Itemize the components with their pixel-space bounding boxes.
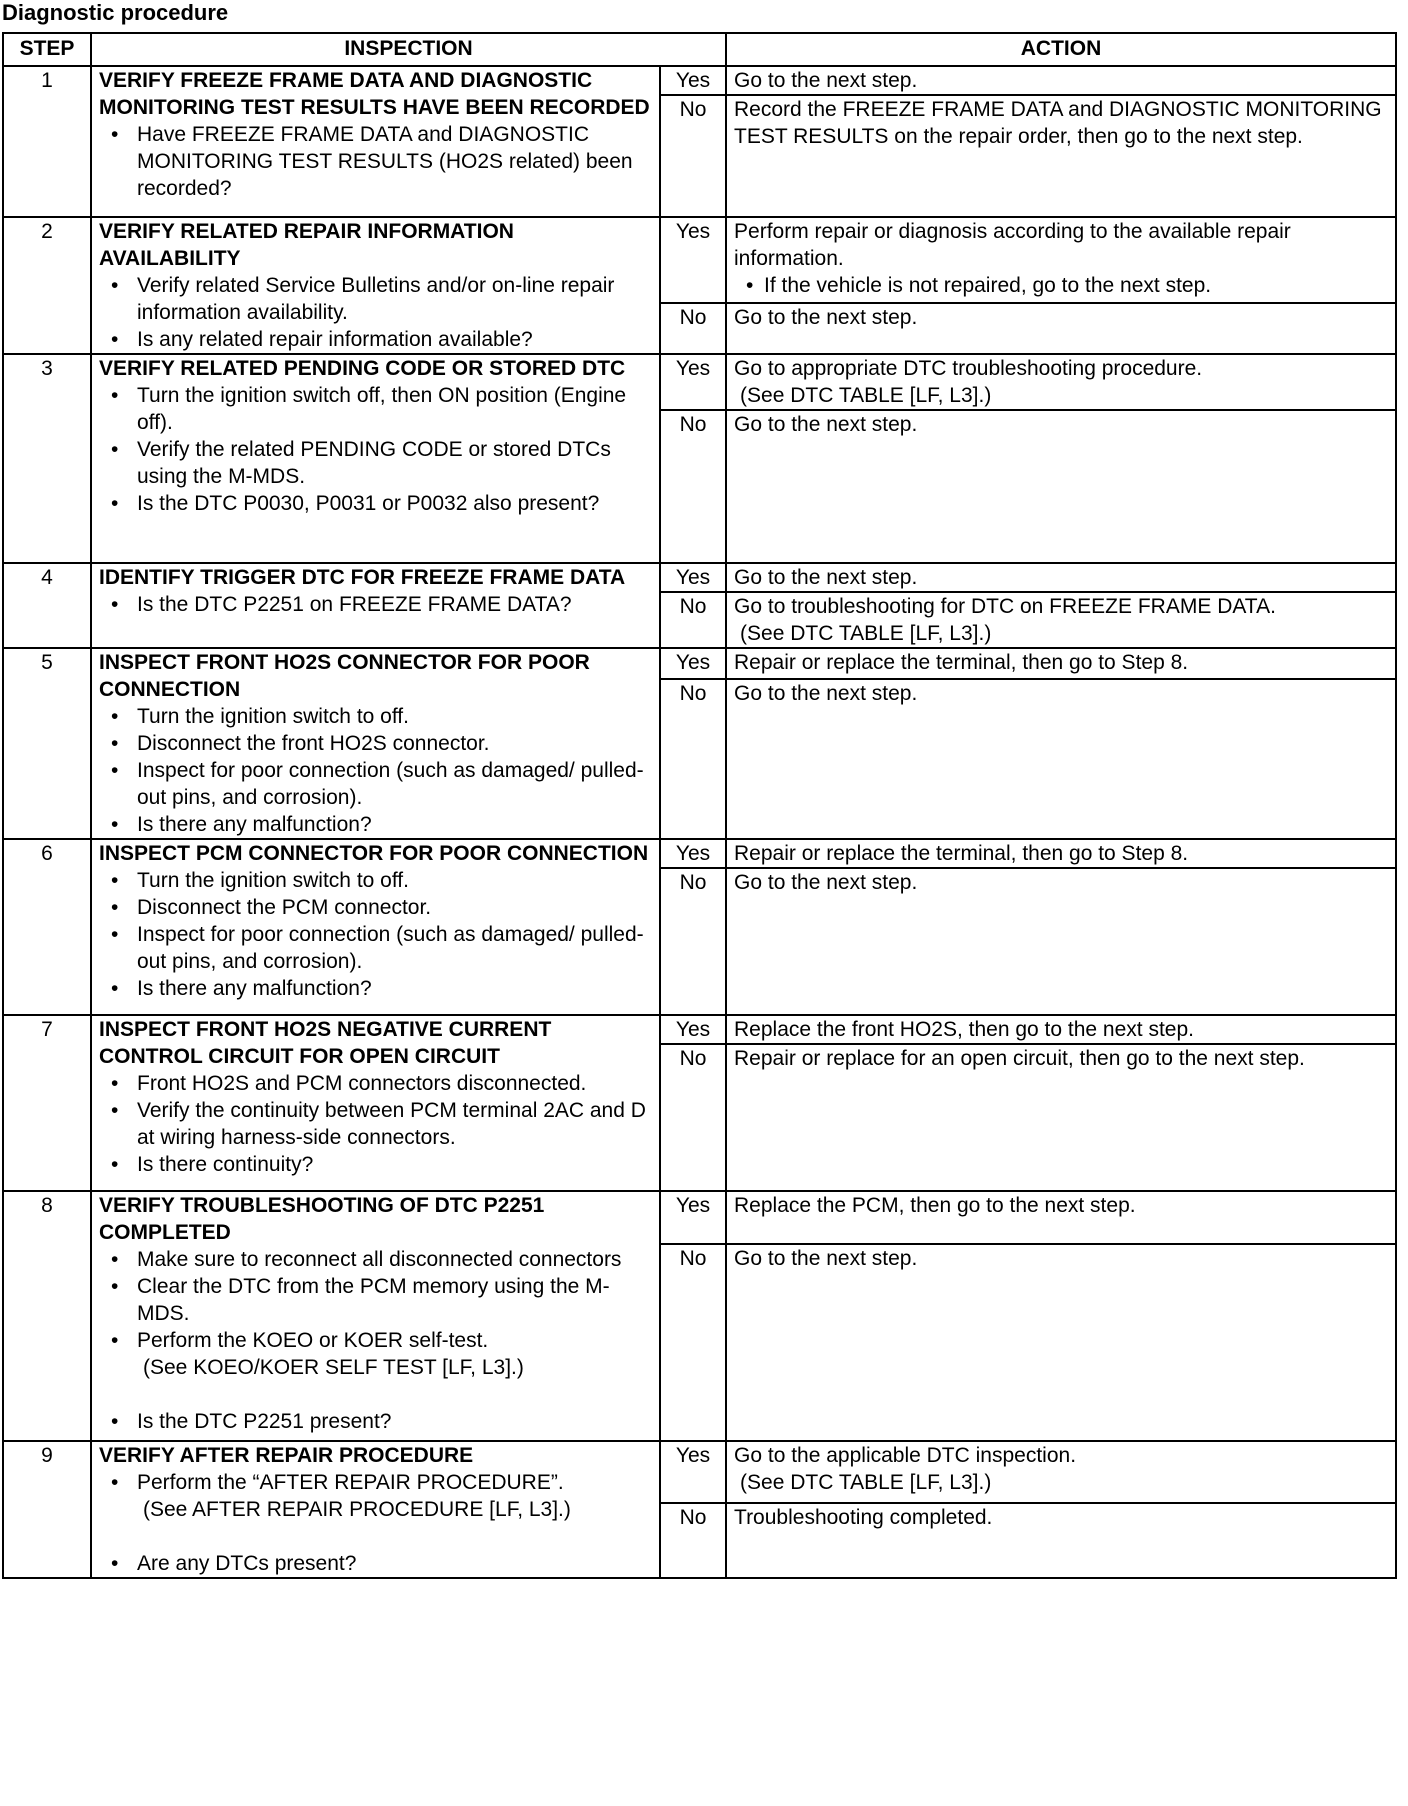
check-item: • Verify the related PENDING CODE or stored DTCs using the M-MDS. bbox=[99, 436, 652, 490]
step-row-yes bbox=[3, 1015, 1396, 1044]
yes-action: Go to the next step. bbox=[726, 563, 1396, 592]
no-label: No bbox=[660, 95, 726, 217]
check-item: • Is the DTC P2251 on FREEZE FRAME DATA? bbox=[99, 591, 652, 618]
yes-action-cell bbox=[726, 1441, 1396, 1503]
yes-label: Yes bbox=[660, 217, 726, 303]
no-action: Repair or replace for an open circuit, then go to the next step. bbox=[726, 1044, 1396, 1191]
yes-label: Yes bbox=[660, 648, 726, 679]
yes-action-ref: (See DTC TABLE [LF, L3].) bbox=[740, 384, 992, 407]
no-action-cell bbox=[726, 592, 1396, 648]
yes-action-cell bbox=[726, 217, 1396, 303]
check-item: • Verify the continuity between PCM terminal 2AC and D at wiring harness-side connectors. bbox=[99, 1097, 652, 1151]
step-number: 1 bbox=[3, 66, 91, 217]
yes-label: Yes bbox=[660, 1191, 726, 1244]
check-item: • Is the DTC P0030, P0031 or P0032 also present? bbox=[99, 490, 652, 517]
check-item-ref: (See KOEO/KOER SELF TEST [LF, L3].) bbox=[143, 1356, 524, 1379]
step-row-yes bbox=[3, 66, 1396, 95]
check-item: • Is there continuity? bbox=[99, 1151, 652, 1178]
yes-action: Perform repair or diagnosis according to the available repair information. bbox=[734, 220, 1291, 270]
yes-action: Repair or replace the terminal, then go to Step 8. bbox=[726, 839, 1396, 868]
inspection-title: INSPECT PCM CONNECTOR FOR POOR CONNECTION bbox=[99, 842, 649, 865]
inspection-title: VERIFY RELATED PENDING CODE OR STORED DTC bbox=[99, 357, 626, 380]
inspection-title: VERIFY FREEZE FRAME DATA AND DIAGNOSTIC MONITORING TEST RESULTS HAVE BEEN RECORDED bbox=[99, 69, 650, 119]
no-label: No bbox=[660, 1244, 726, 1441]
check-item-text: Perform the KOEO or KOER self-test. bbox=[137, 1329, 489, 1352]
yes-label: Yes bbox=[660, 1015, 726, 1044]
page-title: Diagnostic procedure bbox=[2, 0, 229, 25]
step-row-yes bbox=[3, 1191, 1396, 1244]
check-item: • Is any related repair information available? bbox=[99, 326, 652, 353]
no-label: No bbox=[660, 410, 726, 563]
step-row-yes bbox=[3, 839, 1396, 868]
yes-label: Yes bbox=[660, 354, 726, 410]
yes-label: Yes bbox=[660, 66, 726, 95]
step-number: 8 bbox=[3, 1191, 91, 1441]
inspection-title: VERIFY RELATED REPAIR INFORMATION AVAILABILITY bbox=[99, 220, 514, 270]
yes-action-bullet: • If the vehicle is not repaired, go to the next step. bbox=[734, 272, 1388, 299]
check-item: • Make sure to reconnect all disconnected connectors bbox=[99, 1246, 652, 1273]
check-item-text: Perform the “AFTER REPAIR PROCEDURE”. bbox=[137, 1471, 564, 1494]
check-item: • Turn the ignition switch to off. bbox=[99, 867, 652, 894]
no-action: Go to the next step. bbox=[726, 303, 1396, 354]
no-action-ref: (See DTC TABLE [LF, L3].) bbox=[740, 622, 992, 645]
no-label: No bbox=[660, 868, 726, 1015]
inspection-title: IDENTIFY TRIGGER DTC FOR FREEZE FRAME DATA bbox=[99, 566, 626, 589]
check-item: • Is there any malfunction? bbox=[99, 811, 652, 838]
check-item: • Is the DTC P2251 present? bbox=[99, 1408, 652, 1435]
check-item: • Turn the ignition switch to off. bbox=[99, 703, 652, 730]
yes-action-cell bbox=[726, 354, 1396, 410]
check-item: • Inspect for poor connection (such as damaged/ pulled-out pins, and corrosion). bbox=[99, 757, 652, 811]
check-item-with-ref bbox=[99, 1469, 652, 1523]
header-inspection: INSPECTION bbox=[91, 33, 726, 66]
yes-label: Yes bbox=[660, 1441, 726, 1503]
step-number: 4 bbox=[3, 563, 91, 648]
step-row-yes bbox=[3, 217, 1396, 303]
inspection-cell bbox=[91, 1441, 660, 1578]
step-number: 2 bbox=[3, 217, 91, 354]
no-action: Go to troubleshooting for DTC on FREEZE FRAME DATA. bbox=[734, 595, 1276, 618]
step-number: 9 bbox=[3, 1441, 91, 1578]
header-action: ACTION bbox=[726, 33, 1396, 66]
check-item: • Is there any malfunction? bbox=[99, 975, 652, 1002]
yes-action: Go to the next step. bbox=[726, 66, 1396, 95]
check-item: • Verify related Service Bulletins and/or on-line repair information availability. bbox=[99, 272, 652, 326]
inspection-title: VERIFY TROUBLESHOOTING OF DTC P2251 COMPLETED bbox=[99, 1194, 545, 1244]
yes-action: Replace the front HO2S, then go to the next step. bbox=[726, 1015, 1396, 1044]
inspection-cell bbox=[91, 648, 660, 839]
inspection-title: INSPECT FRONT HO2S CONNECTOR FOR POOR CONNECTION bbox=[99, 651, 590, 701]
step-number: 5 bbox=[3, 648, 91, 839]
check-item: • Disconnect the front HO2S connector. bbox=[99, 730, 652, 757]
check-item: • Inspect for poor connection (such as damaged/ pulled-out pins, and corrosion). bbox=[99, 921, 652, 975]
no-label: No bbox=[660, 592, 726, 648]
no-action: Record the FREEZE FRAME DATA and DIAGNOSTIC MONITORING TEST RESULTS on the repair order, then go to the next step. bbox=[726, 95, 1396, 217]
no-label: No bbox=[660, 1044, 726, 1191]
step-row-yes bbox=[3, 648, 1396, 679]
step-row-yes bbox=[3, 354, 1396, 410]
yes-action: Go to the applicable DTC inspection. bbox=[734, 1444, 1077, 1467]
inspection-cell bbox=[91, 1015, 660, 1191]
inspection-cell bbox=[91, 217, 660, 354]
no-action: Go to the next step. bbox=[726, 410, 1396, 563]
no-action: Go to the next step. bbox=[726, 868, 1396, 1015]
yes-action: Go to appropriate DTC troubleshooting procedure. bbox=[734, 357, 1203, 380]
yes-action-ref: (See DTC TABLE [LF, L3].) bbox=[740, 1471, 992, 1494]
check-item: • Turn the ignition switch off, then ON position (Engine off). bbox=[99, 382, 652, 436]
header-step: STEP bbox=[3, 33, 91, 66]
no-label: No bbox=[660, 679, 726, 839]
check-item: • Front HO2S and PCM connectors disconnected. bbox=[99, 1070, 652, 1097]
no-label: No bbox=[660, 1503, 726, 1578]
table-header-row bbox=[3, 33, 1396, 66]
check-item-with-ref bbox=[99, 1327, 652, 1381]
inspection-title: INSPECT FRONT HO2S NEGATIVE CURRENT CONTROL CIRCUIT FOR OPEN CIRCUIT bbox=[99, 1018, 552, 1068]
no-label: No bbox=[660, 303, 726, 354]
inspection-cell bbox=[91, 354, 660, 563]
inspection-title: VERIFY AFTER REPAIR PROCEDURE bbox=[99, 1444, 474, 1467]
inspection-cell bbox=[91, 1191, 660, 1441]
check-item: • Disconnect the PCM connector. bbox=[99, 894, 652, 921]
yes-label: Yes bbox=[660, 839, 726, 868]
step-row-yes bbox=[3, 563, 1396, 592]
no-action: Troubleshooting completed. bbox=[726, 1503, 1396, 1578]
step-row-yes bbox=[3, 1441, 1396, 1503]
yes-action: Replace the PCM, then go to the next step. bbox=[726, 1191, 1396, 1244]
check-item-ref: (See AFTER REPAIR PROCEDURE [LF, L3].) bbox=[143, 1498, 571, 1521]
check-item: • Have FREEZE FRAME DATA and DIAGNOSTIC MONITORING TEST RESULTS (HO2S related) been recorded? bbox=[99, 121, 652, 202]
step-number: 7 bbox=[3, 1015, 91, 1191]
inspection-cell bbox=[91, 839, 660, 1015]
yes-label: Yes bbox=[660, 563, 726, 592]
diagnostic-procedure-table bbox=[2, 32, 1397, 1579]
no-action: Go to the next step. bbox=[726, 679, 1396, 839]
step-number: 3 bbox=[3, 354, 91, 563]
yes-action: Repair or replace the terminal, then go to Step 8. bbox=[726, 648, 1396, 679]
check-item: • Are any DTCs present? bbox=[99, 1550, 652, 1577]
no-action: Go to the next step. bbox=[726, 1244, 1396, 1441]
check-item: • Clear the DTC from the PCM memory using the M-MDS. bbox=[99, 1273, 652, 1327]
step-number: 6 bbox=[3, 839, 91, 1015]
inspection-cell bbox=[91, 563, 660, 648]
inspection-cell bbox=[91, 66, 660, 217]
